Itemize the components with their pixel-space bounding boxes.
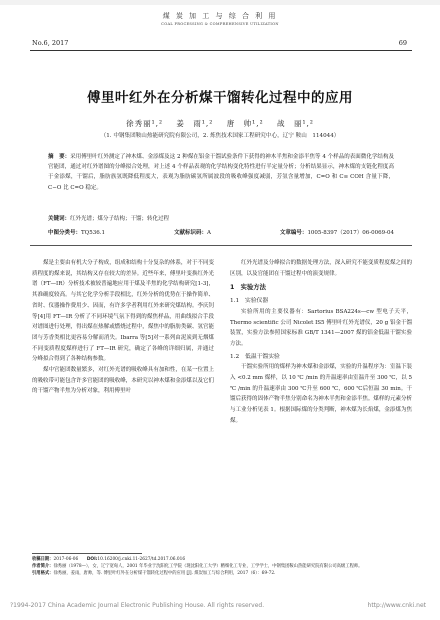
keywords-text: 红外光谱；煤分子结构；干馏；转化过程 — [70, 216, 170, 222]
keywords — [48, 214, 394, 224]
document-code — [174, 228, 211, 236]
bio-text: 徐秀丽（1978—），女，辽宁宽甸人，2001 年毕业于沈阳化工学院（现沈阳化工大学）精细化工专业，工学学士，中钢集团鞍山热能研究院有限公司高级工程师。 — [53, 564, 363, 570]
cite-label: 引用格式： — [32, 571, 54, 577]
author: 战 丽¹,² — [276, 119, 314, 128]
clc-value: TQ536.1 — [81, 230, 105, 236]
page-number: 69 — [398, 39, 407, 47]
abstract-divider — [30, 245, 412, 246]
body-column-left — [32, 258, 214, 397]
doi-label: DOI: — [86, 557, 98, 562]
header-divider — [30, 50, 412, 51]
scan-edge — [0, 0, 440, 5]
copyright-bar — [0, 602, 440, 609]
journal-title-en: COAL PROCESSING & COMPREHENSIVE UTILIZATION — [161, 22, 279, 26]
bio-label: 作者简介： — [32, 564, 54, 570]
author-list — [0, 118, 440, 129]
received-label: 收稿日期： — [32, 557, 54, 562]
subsection-heading: 1.1 实验仪器 — [230, 298, 269, 305]
clc-label: 中图分类号： — [48, 230, 82, 236]
body-paragraph: 红外光谱及分峰拟合的数据处理方法，深入研究不能变质程度煤之间的区别，以及官能团在干馏过程中的演变规律。 — [230, 260, 412, 277]
received-date: 2017-06-06 — [53, 557, 79, 562]
article-value: 1005-8397（2017）06-0069-04 — [307, 230, 394, 236]
subsection-heading: 1.2 低温干馏实验 — [230, 353, 280, 360]
footnote-dates — [32, 556, 412, 563]
footnote — [32, 556, 412, 578]
body-paragraph: 煤中官能团数量繁多，对红外光谱的吸收峰具有加和性，在某一位置上的吸收带可能包含许多官能团的吸收峰，本研究以神木煤和金添煤以及它们的干馏产物半焦为分析对象，利用傅里叶 — [32, 367, 214, 395]
footnote-divider — [32, 553, 142, 554]
abstract-text: 采用傅里叶红外测定了神木煤、金添煤及这 2 种煤在铝金干馏试验条件下获得的神木半焦和金添半焦等 4 个样品的表面微化学结构及官能团，通过对红外谱图的分峰拟合处理，对上述 4 个样品表观的化学结构变化特性进行半定量分析；分析结果显示，神木煤的支链化程度高于金添煤，干馏后，脂肪族氢既降低程度大，表观为脂肪碳氢所属波段的吸收峰强度减弱，芳氢含量增加，C=O 和 C≡ COH 含量下降，C−O 比 C=O 稳定。 — [48, 154, 394, 191]
affiliation: （1. 中钢集团鞍山热能研究院有限公司，2. 炼焦技术国家工程研究中心，辽宁 鞍山 114044） — [100, 133, 340, 139]
author: 徐秀丽¹,² — [126, 119, 163, 128]
doc-value: A — [206, 230, 211, 236]
journal-title-cn: 煤 炭 加 工 与 综 合 利 用 — [162, 12, 278, 20]
keywords-label: 关键词： — [48, 216, 71, 222]
paper-title: 傅里叶红外在分析煤干馏转化过程中的应用 — [87, 90, 353, 106]
body-paragraph: 煤是主要由有机大分子构成，组成和结构十分复杂的体系，对于不同变质程度的煤来说，其结构又存在较大的差异。近些年来，傅里叶变换红外光谱（FT—IR）分析技术被较普遍地应用于煤及半焦的化学结构研究[1-3]，其准确度较高。与其它化学分析手段相比，红外分析的优势在于操作简单、省时、仪器操作费用少、因而，有许多学者利用红外来研究煤结构。李庆钊等[4]用 FT—IR 分析了不同环境气氛下得到的煤焦样品，用曲线拟合手段对谱图进行处理，得出煤在热解或燃烧过程中，煤焦中的脂肪类碳、氢官能团与芳香类相比更容易分解而消失。Ibarra 等[5]对一系列由泥炭到无烟煤不同变质程度煤样进行了 FT—IR 研究，确定了各峰的详细归属，并通过分峰拟合得到了各种结构参数。 — [32, 260, 214, 363]
body-column-right — [230, 258, 412, 427]
doc-label: 文献标识码： — [173, 230, 207, 236]
author: 姜 雨¹,² — [176, 119, 214, 128]
copyright-text: ?1994-2017 China Academic Journal Electronic Publishing House. All rights reserved. — [10, 602, 265, 609]
abstract-label: 摘 要： — [48, 154, 71, 160]
author: 唐 帅¹,² — [226, 119, 264, 128]
body-paragraph: 实验所用的主要仪器有：Sartorius BSA224s—cw 型电子天平，Thermo scientific 公司 Nicolet IS5 傅里叶红外光谱仪，20 g 铝金干馏装置，实验方法参照国家标准 GB/T 1341—2007 煤的铝金低温干馏实验方法。 — [230, 308, 412, 347]
article-label: 文章编号： — [279, 230, 308, 236]
abstract — [48, 152, 394, 193]
classification-row — [48, 228, 394, 236]
footnote-bio — [32, 563, 412, 570]
article-number — [280, 228, 394, 236]
doi-value: 10.16200/j.cnki.11-2627/td.2017.06.016 — [97, 557, 186, 562]
cite-text: 徐秀丽，姜雨，唐帅，等. 傅里叶红外在分析煤干馏转化过程中的应用 [J]. 煤炭加工与综合利用，2017（6）：69-72. — [53, 571, 276, 577]
copyright-url[interactable]: http://www.cnki.net — [367, 602, 426, 609]
clc-number — [48, 228, 105, 236]
issue-number: No.6, 2017 — [32, 39, 69, 47]
body-paragraph: 干馏实验所用的煤样为神木煤和金添煤，实验的升温程序为：室温下装入 <0.2 mm 煤样，以 10 ℃ /min 的升温速率由室温升至 300 ℃，以 5 ℃ /min 的升温速率由 300 ℃升至 600 ℃，600 ℃后恒温 30 min。干馏后获得的固体产物半焦分别命名为神木半焦和金添半焦。煤样的元素分析与工业分析见表 1。根据国际煤的分类判断，神木煤为长焰煤，金添煤为焦煤。 — [230, 364, 412, 424]
footnote-cite — [32, 570, 412, 577]
section-heading: 1 实验方法 — [230, 284, 266, 292]
